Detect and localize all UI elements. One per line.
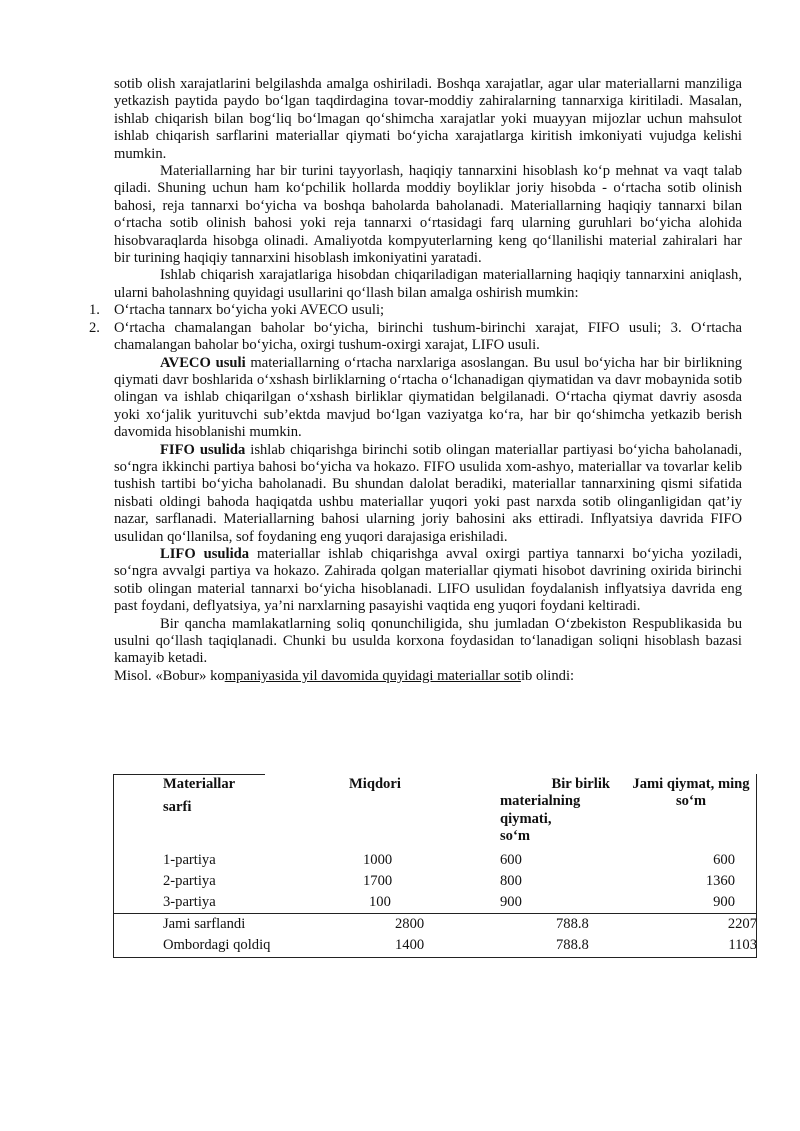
- example-text-a: Misol. «Bobur» ko: [114, 667, 225, 684]
- header-unit-price: Bir birlik materialning qiymati, so‘m: [500, 776, 610, 845]
- example-text-underlined: mpaniyasida yil davomida quyidagi materiallar sot: [224, 667, 521, 684]
- fifo-description: ishlab chiqarishga birinchi sotib olingan materiallar partiyasi bo‘yicha baholanadi, so‘ngra ikkinchi partiya bahosi bo‘yicha va hokazo. FIFO usulida xom-ashyo, materiallar va tovarlar kelib tushish tartibi bo‘yicha baholanadi. Bu shundan dalolat beradiki, materiallar tannarxining qismi sifatida nisbati oldingi bahoda haqiqatda ushbu materiallar yuqori yoki past narxda sotib olinganligidan qat’iy nazar, sarflanadi. Materiallarning bahosi ularning joriy bahosini aks ettiradi. Inflyatsiya davrida FIFO usulidan qo‘llanilsa, sof foydaning eng yuqori darajasiga erishiladi.: [114, 441, 742, 545]
- list-item-text: O‘rtacha chamalangan baholar bo‘yicha, birinchi tushum-birinchi xarajat, FIFO usuli; 3. O‘rtacha chamalangan baholar bo‘yicha, oxirgi tushum-oxirgi xarajat, LIFO usuli.: [114, 319, 742, 354]
- header-total: Jami qiymat, ming so‘m: [632, 776, 750, 810]
- paragraph-tax-law: Bir qancha mamlakatlarning soliq qonunchiligida, shu jumladan O‘zbekiston Respublikasida bu usulni qo‘llash taqiqlanadi. Chunki bu usulda korxona foydasidan to‘lanadigan soliqni hisoblash bazasi kamayib ketadi.: [114, 615, 742, 667]
- lifo-description: materiallar ishlab chiqarishga avval oxirgi partiya tannarxi bo‘yicha yoziladi, so‘ngra avvalgi partiya va hokazo. Zahirada qolgan materiallar qiymati hisobot davrining oxirida birinchi sotib olingan material tannarxi bo‘yicha hisoblanadi. LIFO usulidan foydalanish inflyatsiya davrida eng past foydani, deflyatsiya, ya’ni narxlarning pasayishi vaqtida eng yuqori foydani keltiradi.: [114, 545, 742, 615]
- example-text-c: ib olindi:: [520, 667, 575, 684]
- paragraph-aveco: [114, 355, 742, 442]
- table-row: 3-partiya 100 900 900: [163, 894, 735, 910]
- materials-table: [113, 774, 757, 958]
- table-border-top: [113, 774, 265, 775]
- paragraph-fifo: [114, 442, 742, 546]
- document-body: [89, 76, 742, 685]
- list-number: 2.: [89, 319, 100, 336]
- term-aveco: AVECO usuli: [160, 354, 246, 371]
- list-number: 1.: [89, 302, 100, 319]
- table-row: Ombordagi qoldiq 1400 788.8 1103: [163, 937, 757, 953]
- list-item: [89, 319, 742, 355]
- paragraph-intro: sotib olish xarajatlarini belgilashda amalga oshiriladi. Boshqa xarajatlar, agar ular materiallarni manziliga yetkazish paytida paydo bo‘lgan taqdirdagina tovar-moddiy zahiralarning tannarxiga kiritiladi. Masalan, ishlab chiqarish bilan bog‘liq bo‘lmagan qo‘shimcha xarajatlar yoki muayyan mijozlar uchun mahsulot ishlab chiqarish sarflarini materiallar qiymati bo‘yicha xarajatlarga kiritish imkoniyati vujudga kelishi mumkin.: [114, 76, 742, 162]
- paragraph-lifo: [114, 546, 742, 616]
- term-fifo: FIFO usulida: [160, 441, 246, 458]
- term-lifo: LIFO usulida: [160, 545, 250, 562]
- table-summary: [113, 916, 757, 958]
- table-row: 1-partiya 1000 600 600: [163, 852, 735, 868]
- aveco-description: materiallarning o‘rtacha narxlariga asoslangan. Bu usul bo‘yicha har bir birlikning qiymati davr boshlarida o‘xshash birliklarning o‘rtacha o‘lchanadigan qiymatidan va davr mobaynida sotib olingan va ishlab chiqarilgan o‘xshash birliklar qiymatidan belgilanadi. O‘rtacha qiymat davriy asosda yoki xo‘jalik yurituvchi sub’ektda mavjud bo‘lgan vaziyatga ko‘ra, har bir qo‘shimcha yetkazib berish davomida hisoblanishi mumkin.: [114, 354, 742, 441]
- table-row: Jami sarflandi 2800 788.8 2207: [163, 916, 757, 932]
- header-quantity: Miqdori: [349, 776, 401, 792]
- paragraph-example: [114, 668, 742, 685]
- list-item: [89, 302, 742, 319]
- paragraph-valuation-methods: Ishlab chiqarish xarajatlariga hisobdan chiqariladigan materiallarning haqiqiy tannarxini aniqlash, ularni baholashning quyidagi usullarini qo‘llash bilan amalga oshirish mumkin:: [114, 267, 742, 301]
- table-row: 2-partiya 1700 800 1360: [163, 873, 735, 889]
- header-materials: Materiallar sarfi: [163, 776, 236, 816]
- list-item-text: O‘rtacha tannarx bo‘yicha yoki AVECO usuli;: [114, 302, 385, 319]
- methods-list: [89, 302, 742, 354]
- paragraph-materials-cost: Materiallarning har bir turini tayyorlash, haqiqiy tannarxini hisoblash ko‘p mehnat va vaqt talab qiladi. Shuning uchun ham ko‘pchilik hollarda moddiy boyliklar joriy hisobda - o‘rtacha sotib olinish bahosi, reja tannarxi bo‘yicha va boshqa baholarda baholanadi. Materiallarning haqiqiy tannarxi bilan o‘rtacha sotib olinish bahosi yoki reja tannarxi o‘rtasidagi farq ularning guruhlari bo‘yicha alohida hisobvaraqlarda hisobga olinadi. Amaliyotda kompyuterlarning keng qo‘llanilishi material zahiralari har bir turining haqiqiy tannarxini hisoblash imkoniyatini yaratadi.: [114, 163, 742, 267]
- table-body: [113, 852, 757, 915]
